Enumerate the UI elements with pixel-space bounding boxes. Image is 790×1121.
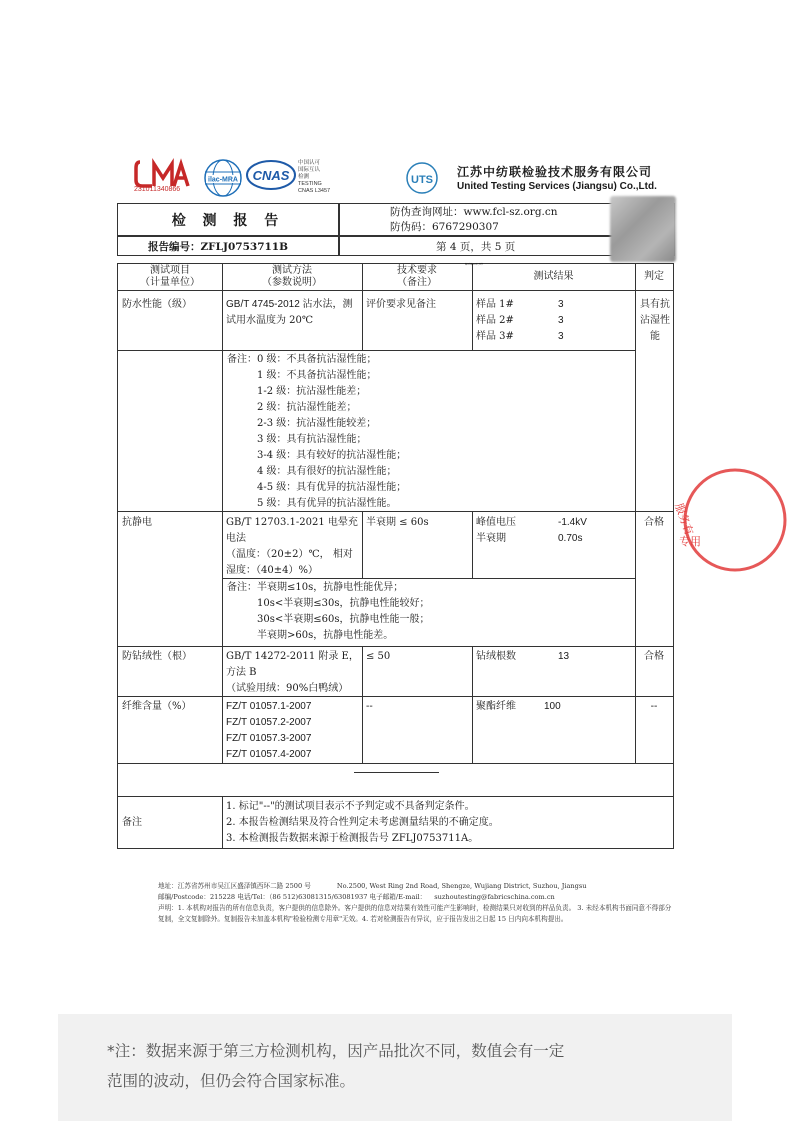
footer-address-en: No.2500, West Ring 2nd Road, Shengze, Wujiang District, Suzhou, Jiangsu (336, 882, 587, 890)
result-label: 聚酯纤维 (476, 701, 516, 712)
fiber-method-line: FZ/T 01057.2-2007 (226, 717, 312, 728)
header-requirement (362, 265, 472, 289)
water-note-line: 4-5 级：具有优异的抗沾湿性能； (257, 482, 407, 493)
water-sample (476, 313, 626, 329)
cnas-side-line: CNAS L3457 (298, 188, 331, 194)
sample-value: 3 (558, 315, 564, 326)
water-judge-line: 能 (650, 331, 660, 342)
header-item-line: 测试项目 (150, 265, 190, 276)
sample-value: 3 (558, 331, 564, 342)
static-requirement: 半衰期 ≤ 60s (366, 517, 429, 528)
static-method-line: （温度：（20±2）℃， 相对 (226, 549, 353, 560)
sample-label: 样品 3# (476, 331, 514, 342)
down-requirement: ≤ 50 (366, 651, 391, 662)
water-note-line: 3 级：具有抗沾湿性能； (257, 434, 367, 445)
water-notes (227, 352, 627, 512)
website-text: 防伪查询网址：www.fcl-sz.org.cn (390, 206, 558, 218)
water-note-line: 备注：0 级：不具备抗沾湿性能； (227, 354, 377, 365)
sample-label: 样品 1# (476, 299, 514, 310)
down-judgement: 合格 (644, 651, 664, 662)
ilac-label: ilac-MRA (208, 176, 238, 184)
water-note-line: 1 级：不具备抗沾湿性能； (257, 370, 377, 381)
static-method (226, 515, 364, 579)
result-value: -1.4kV (558, 517, 587, 528)
header-item (118, 265, 222, 289)
water-judgement (637, 297, 673, 345)
uts-label: UTS (411, 174, 433, 186)
fiber-method-line: FZ/T 01057.4-2007 (226, 749, 312, 760)
anticounterfeit-code: 防伪码：6767290307 (390, 221, 499, 233)
footer-address-cn: 地址：江苏省苏州市吴江区盛泽镇西环二路 2500 号 (158, 882, 311, 890)
footer-contact-cn: 邮编/Postcode：215228 电话/Tel：（86 512)63081315/63081937 电子邮箱/E-mail： (158, 893, 427, 901)
down-method-line: 方法 B (226, 667, 257, 678)
header-method (222, 265, 362, 289)
sample-label: 样品 2# (476, 315, 514, 326)
water-note-line: 5 级：具有优异的抗沾湿性能。 (257, 498, 397, 509)
report-title: 检 测 报 告 (171, 213, 285, 229)
water-note-line: 2-3 级：抗沾湿性能较差； (257, 418, 377, 429)
note-text (107, 1036, 697, 1096)
footer-contact (158, 892, 555, 903)
fiber-method-line: FZ/T 01057.3-2007 (226, 733, 312, 744)
water-method-line: 试用水温度为 20℃ (226, 315, 314, 326)
cnas-label: CNAS (252, 168, 290, 183)
header-method-line: （参数说明） (262, 277, 322, 288)
water-note-line: 2 级：抗沾湿性能差； (257, 402, 357, 413)
footer-disclaimer-1: 声明：1. 本机构对报告的所有信息负责，客户提供的信息除外。客户提供的信息对结果有效性可能产生影响时，检测结果只对收到的样品负责。 3. 未经本机构书面同意不得部分 (158, 904, 672, 912)
fiber-item: 纤维含量（%） (122, 701, 192, 712)
header-result: 测试结果 (533, 271, 574, 282)
fiber-methods (226, 699, 364, 763)
header-method-line: 测试方法 (272, 265, 312, 276)
down-item: 防钻绒性（根） (122, 651, 192, 662)
fiber-result (476, 699, 626, 715)
down-method (226, 649, 364, 697)
note-line: 范围的波动，但仍会符合国家标准。 (107, 1072, 356, 1090)
water-judge-line: 沾湿性 (640, 315, 670, 326)
static-method-line: 电法 (226, 533, 246, 544)
website-block (390, 205, 558, 235)
footer-disclaimer-2: 复制，全文复制除外。复制报告未加盖本机构"检验检测专用章"无效。4. 若对检测报告有异议，应于报告发出之日起 15 日内向本机构提出。 (158, 915, 568, 923)
static-note-line: 备注：半衰期≤10s，抗静电性能优异； (227, 582, 404, 593)
svg-text:专用: 专用 (679, 535, 701, 548)
result-value: 0.70s (558, 533, 583, 544)
water-judge-line: 具有抗 (640, 299, 670, 310)
remark-lines (226, 799, 666, 847)
company-seal-text: 服务有限公司专用章 (465, 264, 484, 266)
static-judgement: 合格 (644, 517, 664, 528)
static-note-line: 10s<半衰期≤30s，抗静电性能较好； (257, 598, 430, 609)
water-note-line: 4 级：具有很好的抗沾湿性能； (257, 466, 397, 477)
static-method-line: 湿度：（40±4）%） (226, 565, 318, 576)
water-item: 防水性能（级） (122, 299, 192, 310)
cnas-side-line: 中国认可 (298, 160, 321, 166)
static-item: 抗静电 (122, 517, 152, 528)
remark-line: 2. 本报告检测结果及符合性判定未考虑测量结果的不确定度。 (226, 817, 499, 828)
water-method-line: GB/T 4745-2012 沾水法，测 (226, 299, 353, 310)
cnas-side-line: TESTING (298, 181, 322, 187)
down-method-line: （试验用绒：90%白鸭绒） (226, 683, 349, 694)
static-note-line: 半衰期>60s，抗静电性能差。 (257, 630, 394, 641)
water-sample (476, 297, 626, 313)
page-indicator: 第 4 页，共 5 页 (436, 241, 516, 253)
water-sample (476, 329, 626, 345)
result-label: 钻绒根数 (476, 651, 516, 662)
svg-text:服务有: 服务有 (672, 501, 696, 538)
result-label: 峰值电压 (476, 517, 516, 528)
cnas-logo (246, 160, 296, 190)
down-method-line: GB/T 14272-2011 附录 E， (226, 651, 359, 662)
ilac-mra-logo (203, 158, 243, 198)
water-note-line: 1-2 级：抗沾湿性能差； (257, 386, 367, 397)
static-method-line: GB/T 12703.1-2021 电晕充 (226, 517, 358, 528)
sample-value: 3 (558, 299, 564, 310)
note-line: *注：数据来源于第三方检测机构，因产品批次不同，数值会有一定 (107, 1042, 565, 1060)
company-name-cn: 江苏中纺联检验技术服务有限公司 (457, 165, 653, 179)
water-note-line: 3-4 级：具有较好的抗沾湿性能； (257, 450, 407, 461)
result-value: 13 (558, 651, 570, 662)
cnas-side-text (298, 160, 330, 195)
fiber-judgement: -- (650, 701, 658, 712)
header-req-line: （备注） (397, 277, 437, 288)
header-item-line: （计量单位） (140, 277, 200, 288)
fiber-method-line: FZ/T 01057.1-2007 (226, 701, 312, 712)
blurred-qr-code (610, 196, 676, 262)
static-results (476, 515, 626, 547)
static-notes (227, 580, 627, 644)
down-result (476, 649, 626, 665)
header-judgement: 判定 (644, 271, 664, 282)
static-result (476, 515, 626, 531)
cnas-side-line: 国际互认 (298, 167, 321, 173)
report-number: 报告编号：ZFLJ0753711B (148, 241, 288, 253)
footer-contact-en: suzhoutesting@fabricschina.com.cn (434, 893, 555, 901)
remark-line: 1. 标记"--"的测试项目表示不予判定或不具备判定条件。 (226, 801, 475, 812)
fiber-requirement: -- (366, 701, 373, 712)
remark-label: 备注 (122, 817, 142, 828)
water-requirement: 评价要求见备注 (366, 299, 436, 310)
test-results-table (117, 263, 674, 849)
result-label: 半衰期 (476, 533, 506, 544)
uts-logo (404, 161, 440, 195)
water-results (476, 297, 626, 345)
static-result (476, 531, 626, 547)
header-req-line: 技术要求 (397, 265, 437, 276)
cnas-side-line: 检测 (298, 174, 310, 180)
static-note-line: 30s<半衰期≤60s，抗静电性能一般； (257, 614, 430, 625)
water-method (226, 297, 362, 329)
cma-number: 231011340866 (134, 186, 181, 193)
company-name-en: United Testing Services (Jiangsu) Co.,Ltd. (457, 181, 657, 192)
remark-line: 3. 本检测报告数据来源于检测报告号 ZFLJ0753711A。 (226, 833, 479, 844)
result-value: 100 (544, 701, 561, 712)
footer-address (158, 881, 587, 892)
